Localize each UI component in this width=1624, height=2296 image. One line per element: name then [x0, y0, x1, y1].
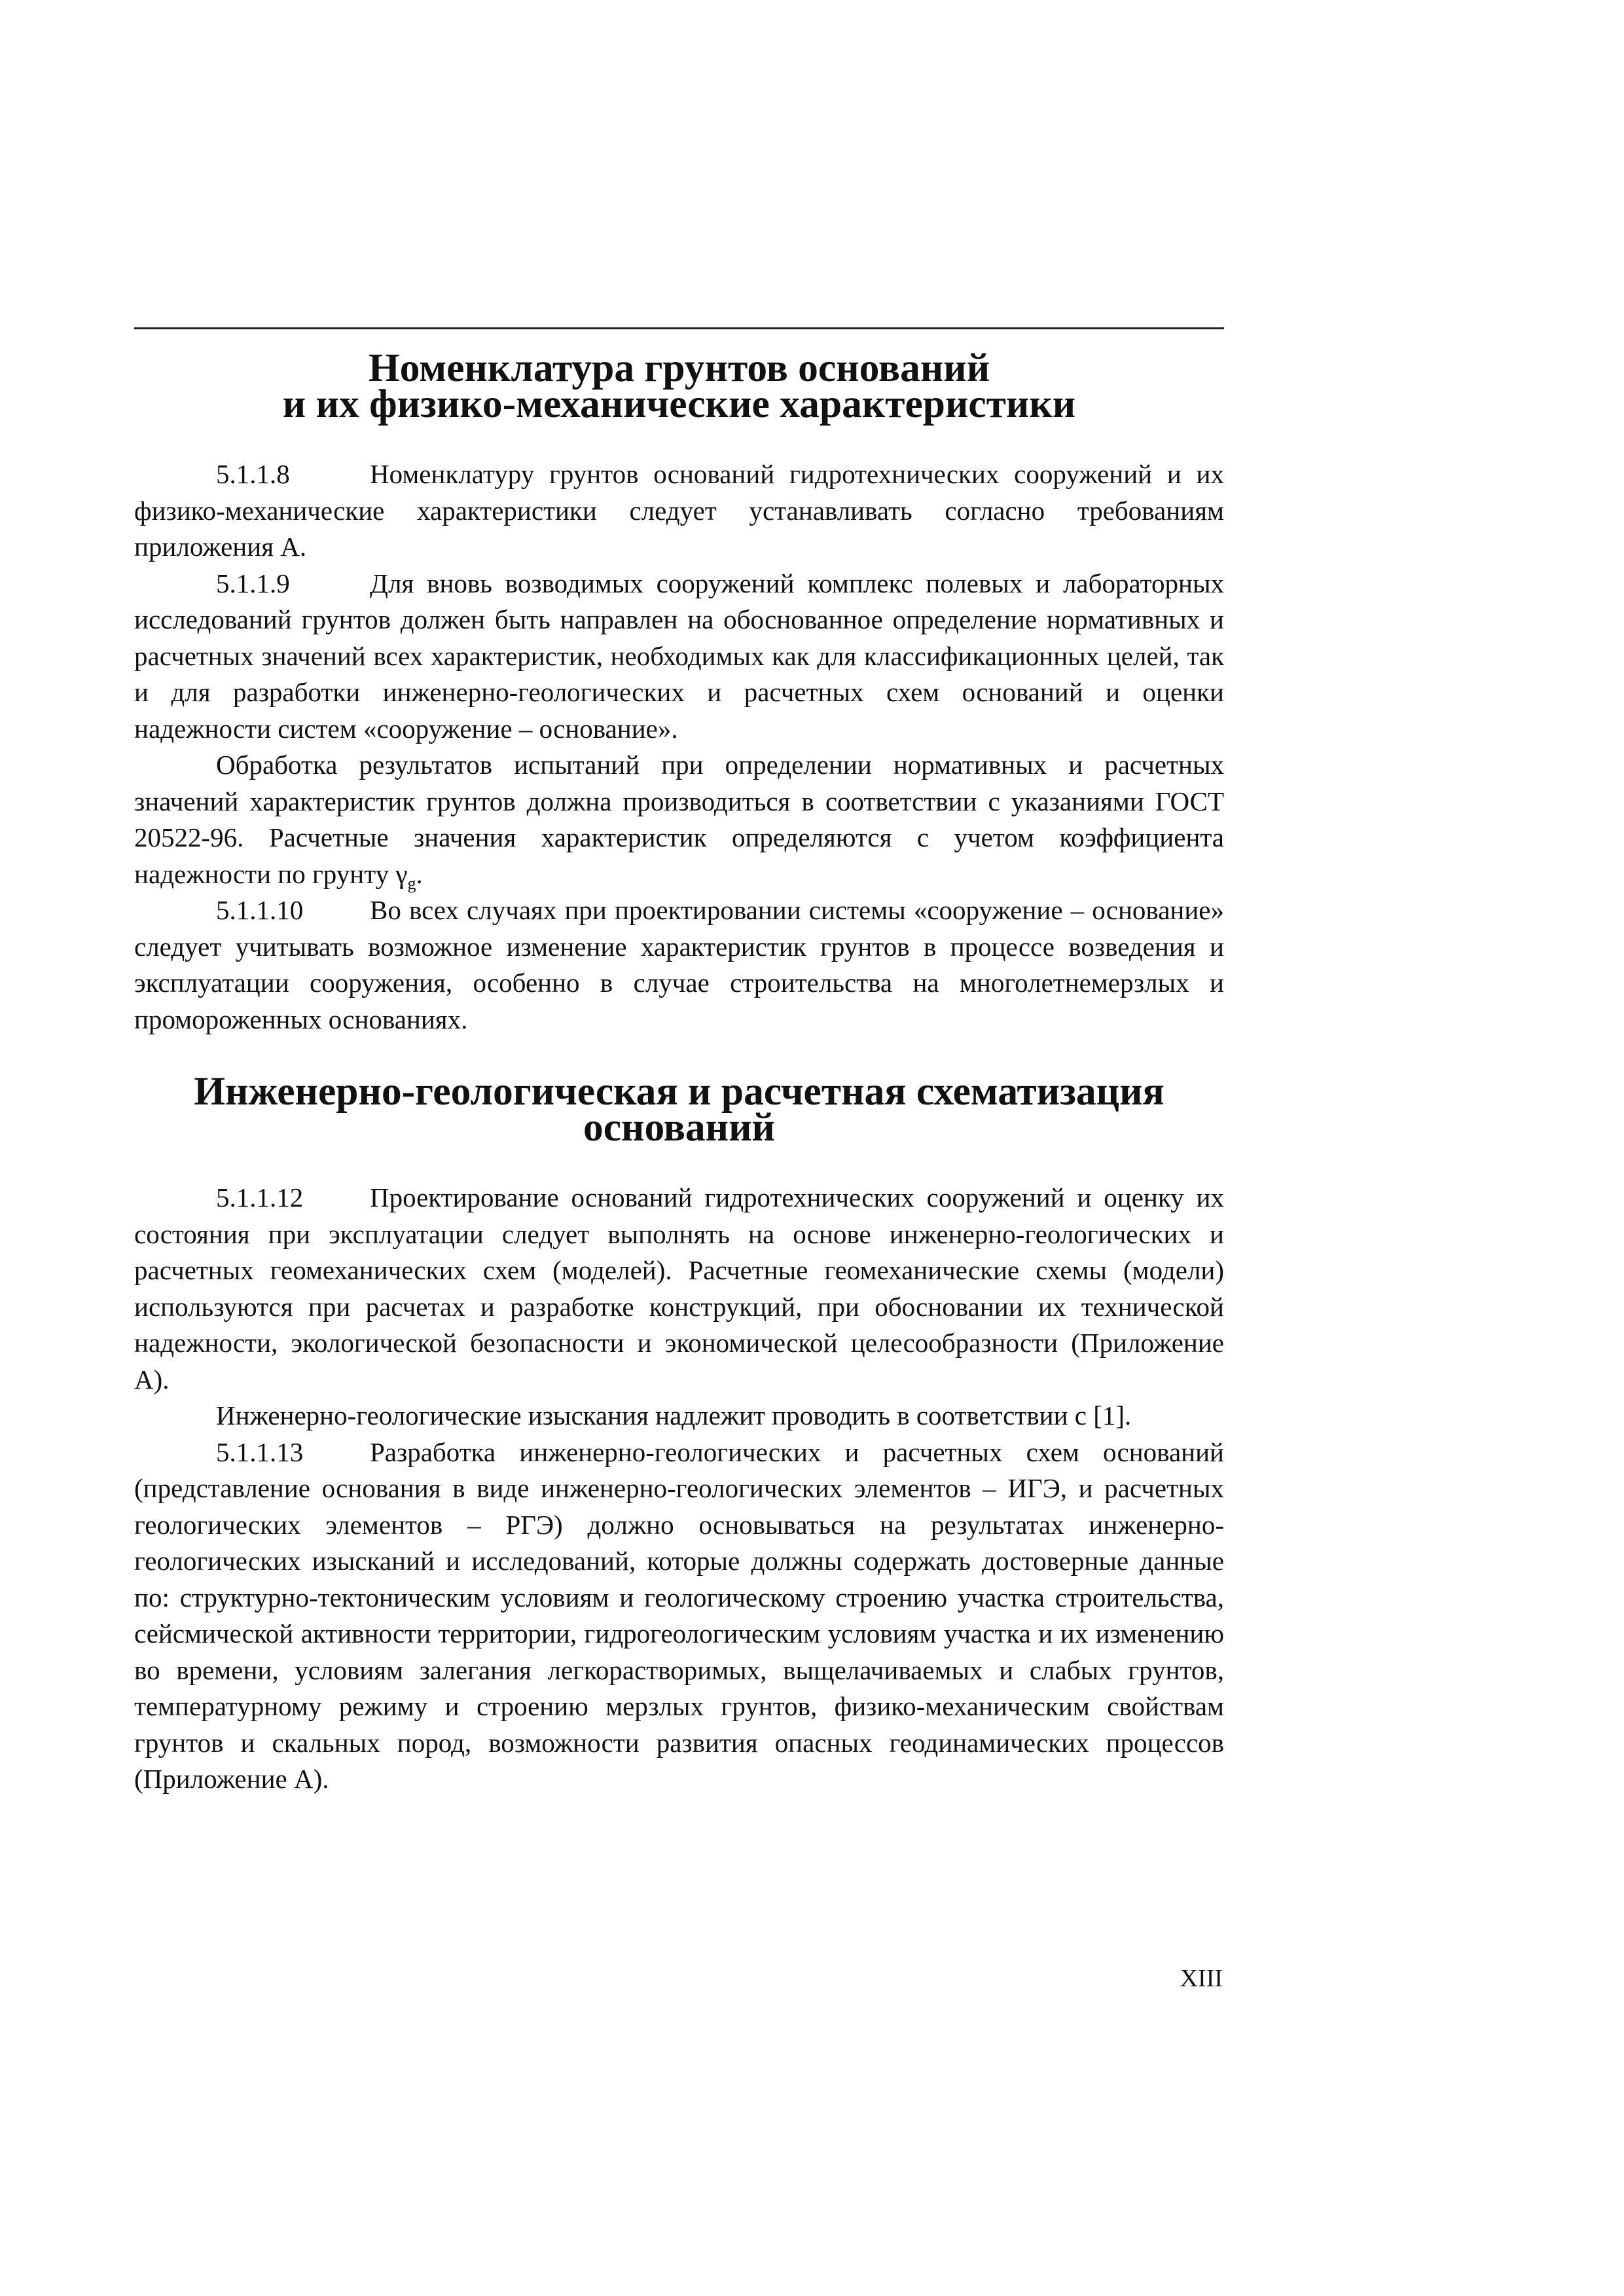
paragraph-text: Обработка результатов испытаний при определении нормативных и расчетных значений характеристик грунтов должна производиться в соответствии с указаниями ГОСТ 20522-96. Расчетные значения характеристик определяются с учетом коэффициента надежности по грунту	[134, 750, 1224, 889]
section-heading-line-2: и их физико-механические характеристики	[282, 382, 1076, 426]
clause-number: 5.1.1.9	[216, 568, 290, 598]
paragraph-text: Разработка инженерно-геологических и расчетных схем оснований (представление основания в виде инженерно-геологических элементов – ИГЭ, и расчетных геологических элементов – РГЭ) должно основываться на результатах инженерно-геологических изысканий и исследований, которые должны содержать достоверные данные по: структурно-тектоническим условиям и геологическому строению участка строительства, сейсмической активности территории, гидрогеологическим условиям участка и их изменению во времени, условиям залегания легкорастворимых, выщелачиваемых и слабых грунтов, температурному режиму и строению мерзлых грунтов, физико-механическим свойствам грунтов и скальных пород, возможности развития опасных геодинамических процессов (Приложение А).	[134, 1436, 1224, 1794]
clause-number: 5.1.1.8	[216, 459, 290, 489]
paragraph-5-1-1-8	[134, 456, 1224, 566]
paragraph-5-1-1-12	[134, 1180, 1224, 1398]
paragraph-text: Проектирование оснований гидротехнических сооружений и оценку их состояния при эксплуатации следует выполнять на основе инженерно-геологических и расчетных геомеханических схем (моделей). Расчетные геомеханические схемы (модели) используются при расчетах и разработке конструкций, при обосновании их технической надежности, экологической безопасности и экономической целесообразности (Приложение А).	[134, 1182, 1224, 1394]
top-rule	[134, 327, 1224, 329]
sentence-end: .	[416, 858, 423, 889]
gamma-subscript: g	[407, 873, 416, 893]
paragraph-text: Во всех случаях при проектировании системы «сооружение – основание» следует учитывать возможное изменение характеристик грунтов в процессе возведения и эксплуатации сооружения, особенно в случае строительства на многолетнемерзлых и промороженных основаниях.	[134, 895, 1224, 1034]
paragraph-text: Номенклатуру грунтов оснований гидротехнических сооружений и их физико-механические характеристики следует устанавливать согласно требованиям приложения А.	[134, 459, 1224, 562]
paragraph-engineering-surveys	[134, 1398, 1224, 1434]
clause-number: 5.1.1.13	[216, 1436, 304, 1467]
paragraph-5-1-1-13	[134, 1434, 1224, 1798]
clause-number: 5.1.1.12	[216, 1182, 304, 1212]
paragraph-text: Инженерно-геологические изыскания надлежит проводить в соответствии с [1].	[216, 1400, 1132, 1430]
paragraph-test-processing	[134, 747, 1224, 892]
paragraph-5-1-1-10	[134, 892, 1224, 1038]
gamma-symbol: γ	[395, 858, 408, 889]
page-content	[134, 346, 1224, 1798]
clause-number: 5.1.1.10	[216, 895, 304, 925]
section-heading-soil-nomenclature	[134, 346, 1224, 426]
paragraph-5-1-1-9	[134, 566, 1224, 748]
paragraph-text: Для вновь возводимых сооружений комплекс полевых и лабораторных исследований грунтов должен быть направлен на обоснованное определение нормативных и расчетных значений всех характеристик, необходимых как для классификационных целей, так и для разработки инженерно-геологических и расчетных схем оснований и оценки надежности систем «сооружение – основание».	[134, 568, 1224, 744]
page-number: XIII	[1180, 1965, 1223, 1992]
section-heading-schematization: Инженерно-геологическая и расчетная схематизация оснований	[194, 1069, 1164, 1150]
section-heading-line-1: Номенклатура грунтов оснований	[368, 346, 990, 390]
